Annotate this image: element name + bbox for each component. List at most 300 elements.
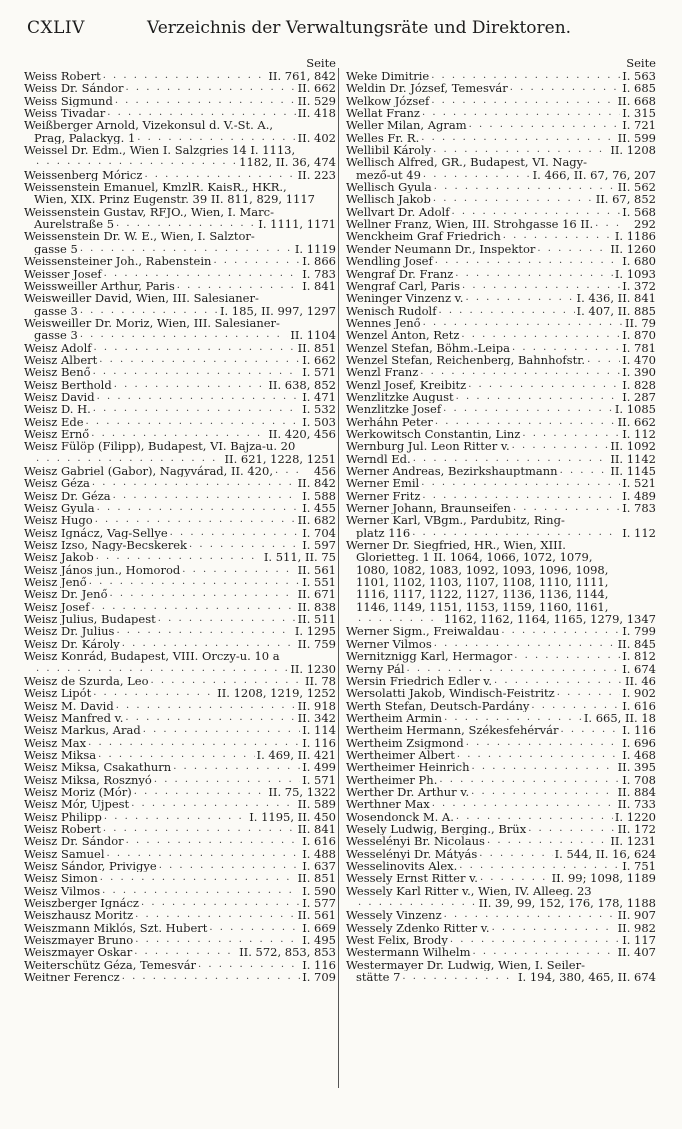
entry-name: Weisweiller Dr. Moriz, Wien, III. Salesianer-: [24, 316, 280, 330]
page-reference: I. 466, II. 67, 76, 207: [532, 168, 656, 182]
index-entry: [346, 329, 656, 341]
entry-name: Weissweiller Arthur, Paris: [24, 279, 175, 293]
index-entry: [24, 70, 336, 82]
index-entry: [346, 181, 656, 193]
entry-line: [346, 144, 656, 156]
index-entry: [24, 638, 336, 650]
index-entry: [346, 663, 656, 675]
dot-leader: [413, 453, 609, 465]
entry-name: Werner Dr. Siegfried, HR., Wien, XIII.: [346, 539, 566, 552]
entry-line: [346, 650, 656, 662]
page-reference: II. 562: [617, 181, 656, 194]
entry-line: [346, 823, 656, 835]
page-reference: I. 637: [302, 860, 336, 873]
entry-line: [346, 243, 656, 255]
entry-list-right: [346, 70, 656, 983]
dot-leader: [100, 872, 296, 884]
page-reference: II. 1092: [610, 440, 656, 453]
page-reference: I. 521: [622, 477, 656, 490]
page-reference: I. 499: [302, 761, 336, 774]
entry-line: [346, 366, 656, 378]
index-entry: [346, 625, 656, 637]
entry-name: Weiss Dr. Sándor: [24, 82, 124, 95]
index-entry: [346, 391, 656, 403]
page-reference: I. 407, II. 885: [576, 304, 656, 317]
entry-name: Wesselényi Br. Nicolaus: [346, 835, 485, 848]
index-entry: [24, 798, 336, 810]
index-entry: [24, 95, 336, 107]
entry-name: Wessely Vinzenz: [346, 909, 442, 922]
entry-line: [24, 305, 336, 317]
entry-name: Weisz Hugo: [24, 514, 93, 527]
entry-name: Weisz Philipp: [24, 810, 102, 823]
index-entry: [346, 811, 656, 823]
index-entry: [346, 514, 656, 539]
entry-name: 1101, 1102, 1103, 1107, 1108, 1110, 1111,: [356, 576, 609, 589]
page-reference: I. 489: [622, 489, 656, 503]
entry-name: Wernburg Jul. Leon Ritter v.: [346, 440, 510, 453]
entry-name: Weiss Sigmund: [24, 94, 113, 108]
entry-line: [24, 366, 336, 378]
index-entry: [346, 193, 656, 205]
entry-name: Weisz Jakob: [24, 551, 94, 564]
dot-leader: [92, 477, 296, 489]
index-entry: [346, 712, 656, 724]
page-reference: II. 851: [297, 872, 336, 885]
entry-line: [346, 453, 656, 465]
dot-leader: [528, 823, 615, 835]
dot-leader: [143, 724, 300, 736]
index-entry: [24, 416, 336, 428]
entry-name: Wertheim Armin: [346, 711, 443, 725]
index-entry: [346, 700, 656, 712]
entry-line: [346, 922, 656, 934]
page-reference: II. 1230: [290, 662, 336, 675]
index-entry: [346, 305, 656, 317]
entry-name: Weisz Albert: [24, 353, 98, 367]
index-entry: [346, 95, 656, 107]
dot-leader: [465, 292, 574, 304]
index-entry: [24, 539, 336, 551]
entry-name: Weisz Max: [24, 736, 87, 749]
entry-name: Weisz Gabriel (Gabor), Nagyvárad, II. 420,: [24, 465, 273, 478]
entry-line: [24, 391, 336, 403]
dot-leader: [456, 811, 613, 823]
dot-leader: [435, 255, 620, 267]
entry-line: [24, 675, 336, 687]
entry-name: Werner Johann, Braunseifen: [346, 502, 511, 515]
index-entry: [24, 354, 336, 366]
entry-line: [346, 798, 656, 810]
index-entry: [346, 650, 656, 662]
entry-line: [24, 280, 336, 292]
index-entry: [24, 946, 336, 958]
entry-name: 1116, 1117, 1122, 1127, 1136, 1136, 1144,: [356, 588, 609, 601]
entry-line: [24, 70, 336, 82]
dot-leader: [423, 317, 622, 329]
page-reference: I. 1093: [614, 267, 656, 280]
entry-name: Wessely Karl Ritter v., Wien, IV. Alleeg. 23: [346, 884, 592, 898]
entry-name: Werkowitsch Constantin, Linz: [346, 427, 521, 441]
dot-leader: [459, 860, 620, 872]
dot-leader: [444, 909, 616, 921]
page-reference: I. 902: [622, 687, 656, 700]
index-entry: [346, 403, 656, 415]
index-entry: [24, 502, 336, 514]
page-reference: II. 599: [617, 131, 656, 145]
entry-name: Wenisch Rudolf: [346, 304, 437, 317]
index-entry: [346, 292, 656, 304]
dot-leader: [435, 416, 616, 428]
dot-leader: [103, 823, 296, 835]
index-entry: [346, 70, 656, 82]
page-reference: II. 172: [617, 822, 656, 836]
index-entry: [346, 872, 656, 884]
entry-line: [346, 379, 656, 391]
page-reference: I. 781: [622, 341, 656, 354]
dot-leader: [107, 848, 301, 860]
index-entry: [24, 885, 336, 897]
entry-line: [346, 946, 656, 958]
entry-name: Weisz Dr. Julius: [24, 625, 115, 638]
entry-line: [346, 403, 656, 415]
index-entry: [24, 823, 336, 835]
entry-line: [346, 317, 656, 329]
dot-leader: [456, 391, 621, 403]
entry-line: [346, 527, 656, 539]
entry-name: Wesselényi Dr. Mátyás: [346, 847, 478, 860]
entry-line: [24, 144, 336, 156]
dot-leader: [116, 218, 256, 230]
entry-line: [346, 95, 656, 107]
page-reference: I. 577: [302, 897, 336, 910]
dot-leader: [151, 675, 302, 687]
dot-leader: [433, 193, 594, 205]
index-entry: [24, 687, 336, 699]
dot-leader: [36, 156, 237, 168]
entry-line: [24, 82, 336, 94]
page-reference: II. 838: [297, 600, 336, 614]
entry-line: [24, 811, 336, 823]
page-reference: I. 185, II. 997, 1297: [219, 304, 336, 317]
dot-leader: [469, 119, 621, 131]
page-reference: II. 1208, 1219, 1252: [217, 687, 336, 700]
page-reference: I. 662: [302, 353, 336, 367]
index-entry: [346, 255, 656, 267]
entry-line: [346, 292, 656, 304]
index-entry: [346, 724, 656, 736]
index-entry: [346, 379, 656, 391]
entry-line: [24, 909, 336, 921]
entry-line: [24, 156, 336, 168]
entry-name: Weisz Fülöp (Filipp), Budapest, VI. Bajza-u. 20: [24, 440, 296, 453]
index-entry: [24, 268, 336, 280]
entry-name: Wellisch Alfred, GR., Budapest, VI. Nagy-: [346, 156, 588, 169]
entry-name: Werner Andreas, Bezirkshauptmann: [346, 465, 558, 478]
entry-name: 1146, 1149, 1151, 1153, 1159, 1160, 1161,: [356, 600, 609, 614]
entry-name: Werndl Ed.: [346, 452, 411, 465]
dot-leader: [457, 749, 620, 761]
entry-name: Weissenstein Dr. W. E., Wien, I. Salztor-: [24, 230, 255, 243]
page-reference: II. 223: [297, 168, 336, 182]
page-reference: I. 503: [302, 415, 336, 428]
index-entry: [24, 588, 336, 600]
entry-name: Westermann Wilhelm: [346, 946, 471, 959]
entry-name: Wersin Friedrich Edler v.: [346, 674, 493, 688]
index-entry: [346, 909, 656, 921]
entry-name: Werther Dr. Arthur v.: [346, 785, 470, 799]
dot-leader: [358, 613, 442, 625]
entry-name: Werner Fritz: [346, 489, 421, 503]
entry-line: [24, 774, 336, 786]
index-entry: [24, 477, 336, 489]
dot-leader: [461, 329, 620, 341]
page-reference: I. 783: [302, 267, 336, 280]
dot-leader: [36, 453, 222, 465]
dot-leader: [126, 835, 301, 847]
entry-name: Weisz David: [24, 390, 95, 404]
dot-leader: [358, 897, 477, 909]
entry-line: [24, 502, 336, 514]
entry-line: [346, 255, 656, 267]
entry-line: [24, 403, 336, 415]
entry-name: Wesely Ludwig, Berging., Brüx: [346, 822, 527, 836]
entry-name: Weisz D. H.: [24, 403, 91, 416]
entry-name: Wenzel Anton, Retz: [346, 329, 460, 342]
entry-line: [346, 82, 656, 94]
index-entry: [24, 342, 336, 354]
dot-leader: [462, 280, 620, 292]
entry-name: West Felix, Brody: [346, 934, 448, 947]
entry-line: [24, 428, 336, 440]
seite-label: Seite: [306, 56, 336, 70]
dot-leader: [407, 663, 621, 675]
entry-line: [346, 835, 656, 847]
entry-name: gasse 3: [34, 304, 78, 317]
index-entry: [24, 613, 336, 625]
page-reference: I. 455: [302, 502, 336, 515]
dot-leader: [514, 650, 620, 662]
index-entry: [346, 835, 656, 847]
page-reference: I. 665, II. 18: [583, 711, 656, 725]
dot-leader: [422, 490, 620, 502]
dot-leader: [89, 576, 300, 588]
entry-line: [346, 329, 656, 341]
entry-line: [24, 860, 336, 872]
entry-line: [346, 539, 656, 551]
dot-leader: [96, 551, 262, 563]
index-entry: [346, 366, 656, 378]
page-reference: I. 532: [302, 403, 336, 416]
index-entry: [24, 366, 336, 378]
entry-name: 1080, 1082, 1083, 1092, 1093, 1096, 1098,: [356, 563, 609, 577]
index-entry: [346, 502, 656, 514]
dot-leader: [122, 638, 296, 650]
index-entry: [24, 601, 336, 613]
page-reference: II. 67, 852: [595, 193, 656, 206]
entry-line: [346, 181, 656, 193]
entry-name: Weisz Samuel: [24, 847, 105, 860]
index-entry: [346, 737, 656, 749]
dot-leader: [531, 700, 620, 712]
page-reference: I. 696: [622, 736, 656, 749]
dot-leader: [158, 613, 296, 625]
entry-line: [346, 774, 656, 786]
dot-leader: [595, 218, 622, 230]
index-entry: [346, 959, 656, 984]
page-header: [27, 18, 657, 44]
entry-name: Weisz Mór, Ujpest: [24, 798, 130, 811]
index-entry: [346, 453, 656, 465]
index-entry: [24, 292, 336, 317]
entry-name: Weisz Ernő: [24, 427, 90, 441]
page-reference: 1162, 1162, 1164, 1165, 1279, 1347: [443, 613, 656, 626]
page-reference: I. 116: [302, 736, 336, 749]
index-entry: [24, 280, 336, 292]
entry-name: gasse 5: [34, 242, 78, 256]
index-entry: [346, 354, 656, 366]
index-entry: [24, 465, 336, 477]
dot-leader: [522, 428, 620, 440]
entry-name: Welles Fr. R.: [346, 131, 420, 145]
index-entry: [24, 675, 336, 687]
page-reference: II. 1208: [610, 144, 656, 157]
entry-line: [24, 798, 336, 810]
entry-name: Werthner Max: [346, 798, 430, 811]
entry-line: [346, 230, 656, 242]
entry-name: Wosendonck M. A.: [346, 810, 454, 823]
index-entry: [346, 848, 656, 860]
entry-name: Wenzl Franz: [346, 366, 419, 379]
entry-name: Weisz Vilmos: [24, 884, 101, 898]
entry-name: Wertheimer Heinrich: [346, 761, 470, 774]
page-reference: I. 1111, 1171: [258, 218, 336, 231]
dot-leader: [170, 527, 301, 539]
entry-line: [24, 379, 336, 391]
page-reference: I. 597: [302, 539, 336, 552]
dot-leader: [431, 70, 620, 82]
index-entry: [24, 934, 336, 946]
entry-line: [24, 539, 336, 551]
entry-name: Weninger Vinzenz v.: [346, 292, 464, 305]
page-reference: 1182, II. 36, 474: [239, 156, 336, 169]
dot-leader: [93, 366, 301, 378]
entry-line: [24, 946, 336, 958]
entry-line: [346, 564, 656, 576]
entry-line: [346, 502, 656, 514]
page-reference: I. 488: [302, 847, 336, 860]
page-reference: I. 828: [622, 378, 656, 391]
page-reference: I. 751: [622, 860, 656, 873]
page-reference: I. 866: [302, 255, 336, 268]
index-entry: [24, 786, 336, 798]
entry-name: Wellat Franz: [346, 107, 420, 120]
page-reference: I. 1295: [294, 625, 336, 638]
dot-leader: [125, 712, 295, 724]
dot-leader: [177, 280, 300, 292]
index-entry: [24, 848, 336, 860]
entry-name: Weiss Robert: [24, 70, 101, 83]
page-reference: II. 46: [624, 674, 656, 688]
entry-line: [346, 613, 656, 625]
entry-line: [346, 811, 656, 823]
page-reference: I. 287: [622, 390, 656, 404]
page-reference: I. 511, II. 75: [263, 551, 336, 564]
dot-leader: [421, 477, 620, 489]
page-reference: I. 616: [622, 699, 656, 712]
entry-line: [346, 786, 656, 798]
index-entry: [24, 181, 336, 206]
page-reference: II. 78: [304, 674, 336, 688]
index-entry: [346, 774, 656, 786]
entry-name: Wertheim Zsigmond: [346, 736, 464, 749]
dot-leader: [131, 798, 295, 810]
page-reference: I. 194, 380, 465, II. 674: [518, 971, 656, 984]
entry-name: Weiszmann Miklós, Szt. Hubert: [24, 921, 208, 935]
dot-leader: [480, 872, 550, 884]
dot-leader: [434, 181, 616, 193]
page-reference: I. 680: [622, 255, 656, 268]
entry-name: Weisz Lipót: [24, 687, 92, 700]
entry-name: Wellisch Gyula: [346, 181, 432, 194]
index-entry: [24, 564, 336, 576]
entry-name: Wenzl Josef, Kreibitz: [346, 378, 467, 391]
entry-line: [346, 428, 656, 440]
right-column: [346, 56, 656, 983]
entry-line: [346, 675, 656, 687]
entry-line: [24, 885, 336, 897]
dot-leader: [587, 354, 620, 366]
page-reference: I. 495: [302, 934, 336, 947]
entry-line: [346, 70, 656, 82]
page-reference: II. 761, 842: [268, 70, 336, 83]
entry-line: [346, 885, 656, 897]
page-reference: I. 841: [302, 279, 336, 293]
entry-line: [346, 107, 656, 119]
entry-line: [346, 971, 656, 983]
dot-leader: [412, 527, 620, 539]
entry-list-left: [24, 70, 336, 983]
page-reference: I. 116: [622, 724, 656, 737]
entry-name: Werny Pál: [346, 662, 405, 675]
entry-name: Weisz Miksa, Csakathurn: [24, 761, 172, 774]
dot-leader: [126, 82, 296, 94]
dot-leader: [438, 305, 574, 317]
dot-leader: [103, 70, 267, 82]
dot-leader: [487, 835, 608, 847]
dot-leader: [402, 971, 516, 983]
entry-name: Weisz Miksa: [24, 748, 97, 762]
index-entry: [346, 539, 656, 625]
dot-leader: [134, 786, 267, 798]
entry-name: Weisser Josef: [24, 267, 102, 280]
index-entry: [24, 724, 336, 736]
entry-line: [346, 514, 656, 526]
index-entry: [346, 119, 656, 131]
entry-name: Weiszberger Ignácz: [24, 897, 139, 910]
entry-name: Wendling Josef: [346, 255, 433, 268]
entry-line: [24, 107, 336, 119]
dot-leader: [209, 922, 300, 934]
entry-name: Weke Dimitrie: [346, 70, 430, 83]
page-reference: II. 407: [617, 946, 656, 959]
page-reference: I. 588: [302, 489, 336, 503]
dot-leader: [472, 761, 616, 773]
entry-line: [346, 490, 656, 502]
page-reference: I. 571: [302, 773, 336, 786]
index-entry: [346, 218, 656, 230]
index-entry: [24, 700, 336, 712]
